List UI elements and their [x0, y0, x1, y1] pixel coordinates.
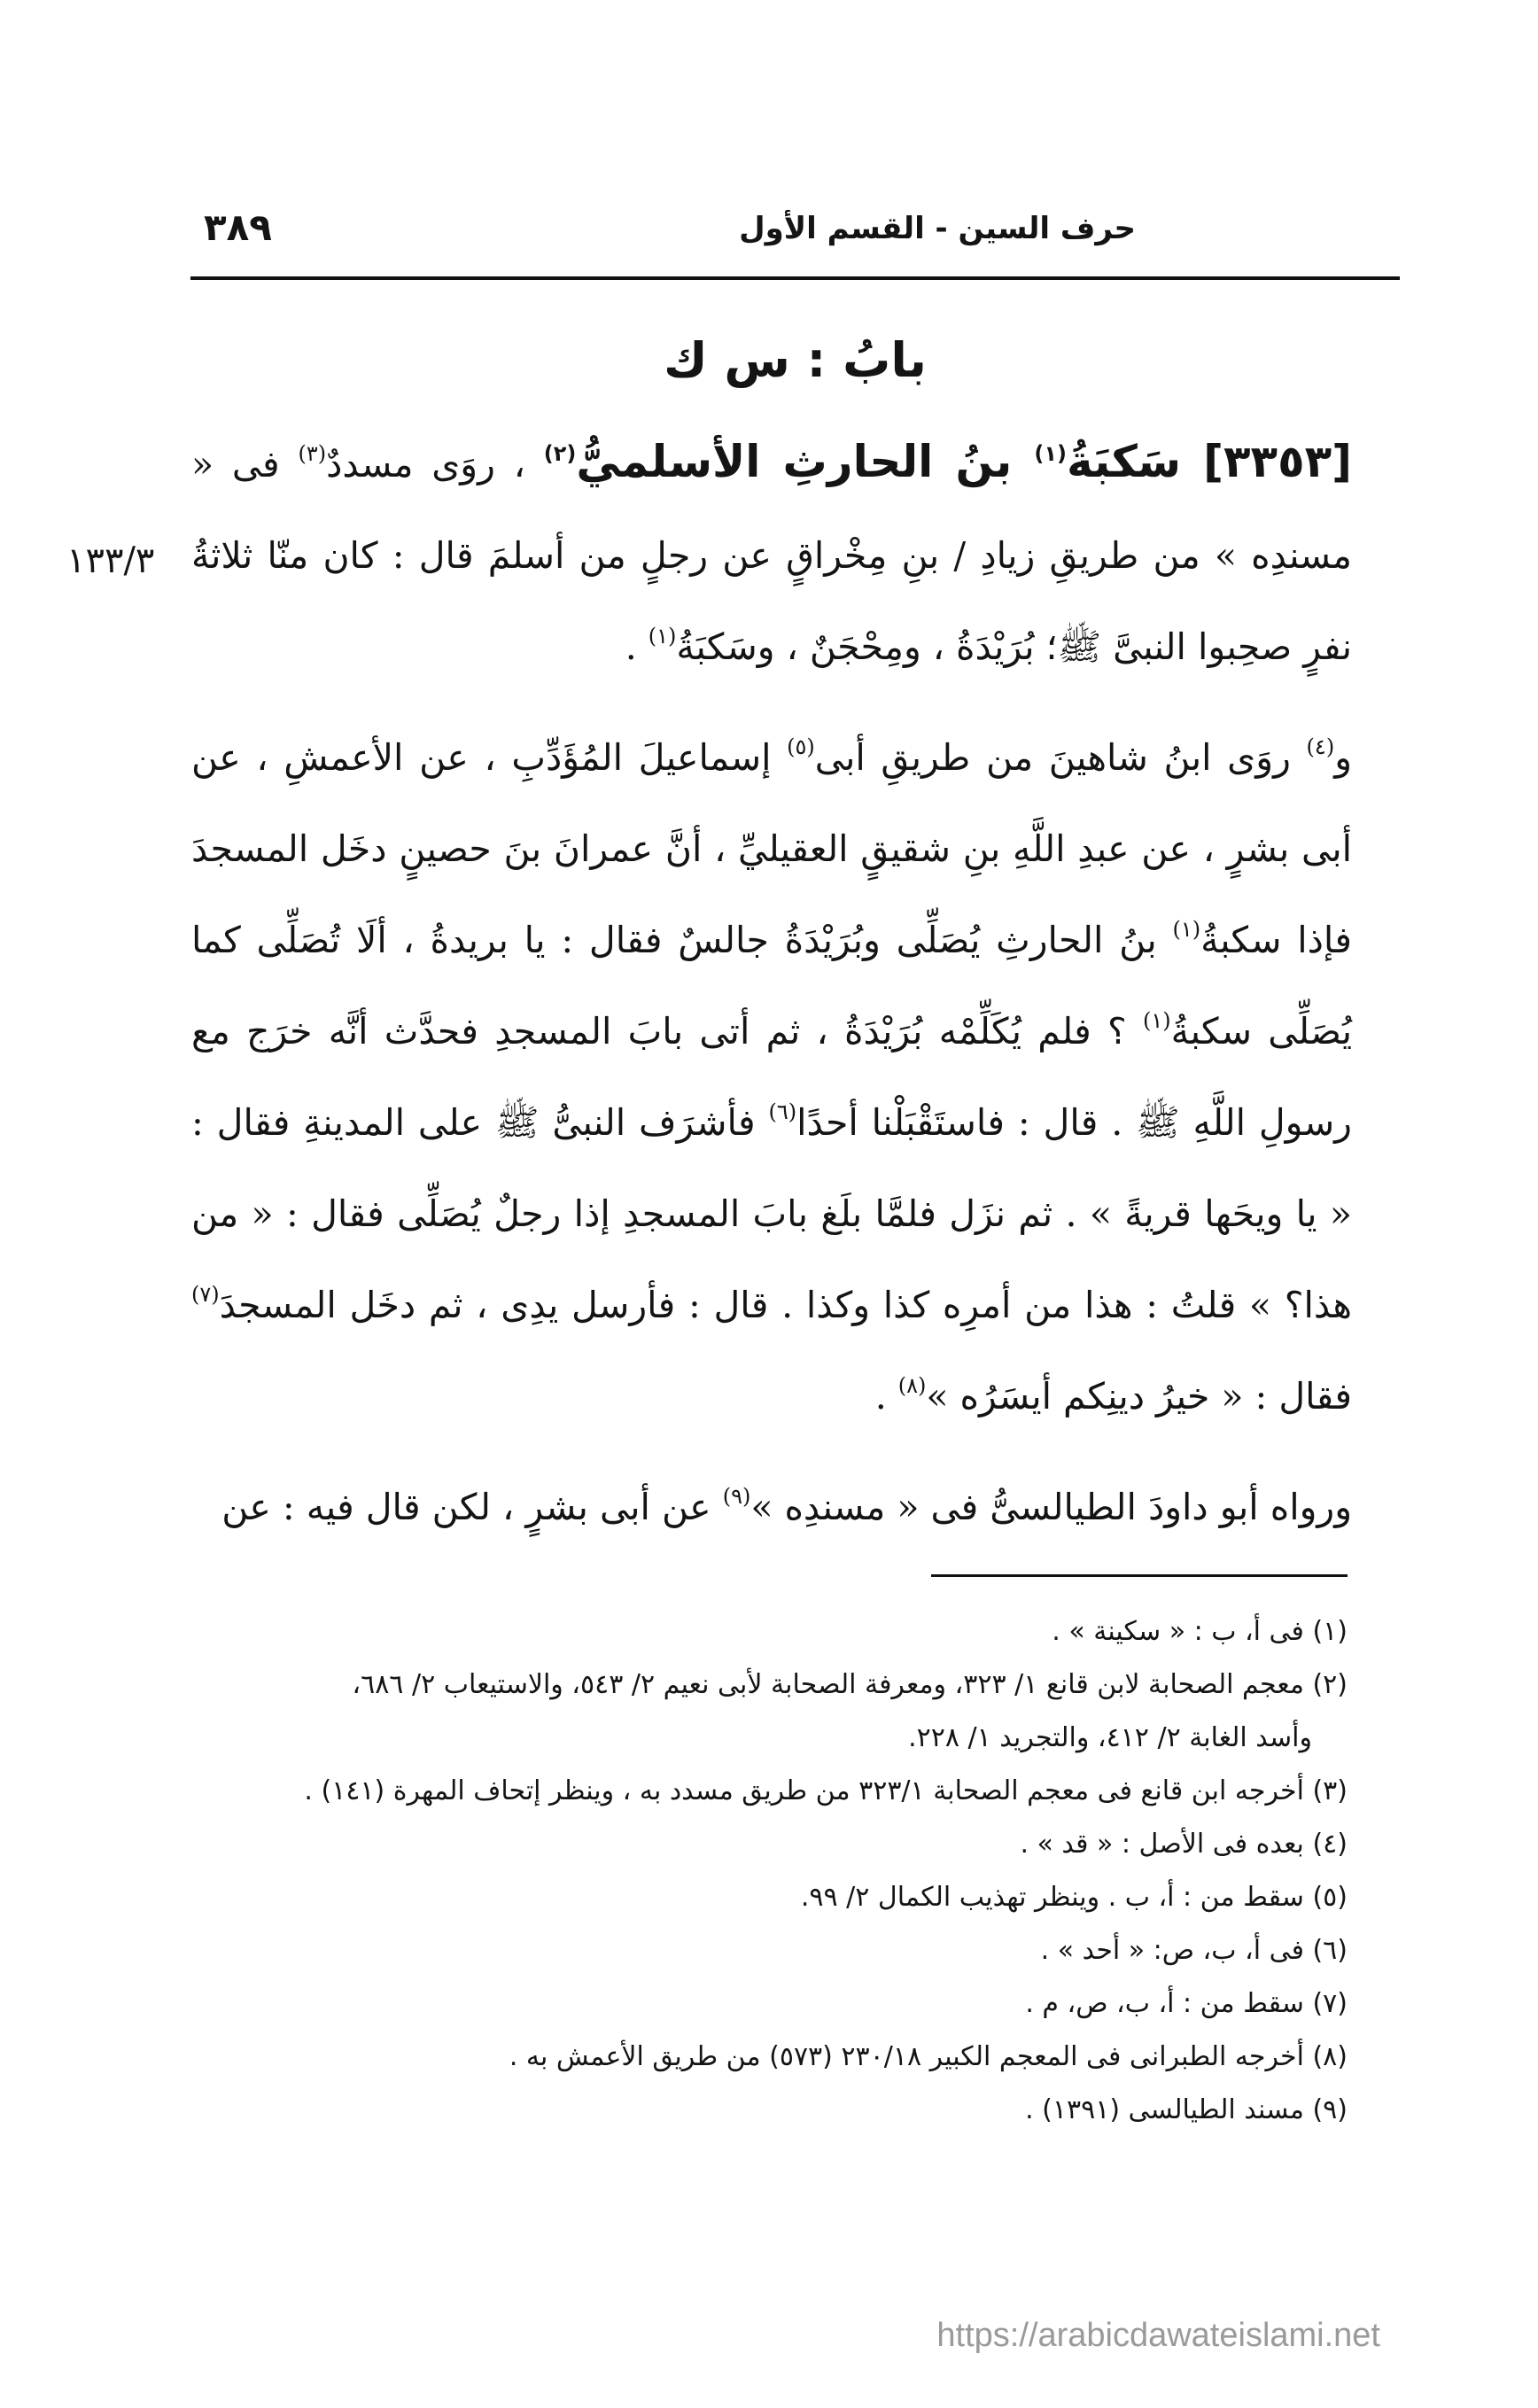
footnote-2-continued: وأسد الغابة ٢/ ٤١٢، والتجريد ١/ ٢٢٨.	[908, 1722, 1312, 1753]
note-ref-7: (٧)	[191, 1282, 220, 1307]
note-ref-8: (٨)	[897, 1373, 927, 1398]
entry-title	[544, 436, 1352, 487]
note-ref-3: (٣)	[298, 441, 327, 466]
note-ref-5: (٥)	[787, 734, 815, 759]
paragraph-2-end: .	[874, 1375, 898, 1418]
note-ref-6: (٦)	[768, 1099, 797, 1124]
watermark-url: https://arabicdawateislami.net	[936, 2317, 1380, 2354]
paragraph-2-text-d: بنُ الحارثِ يُصَلِّى وبُرَيْدَةُ جالسٌ فقال : يا بريدةُ ، ألَا تُصَلِّى كما يُصَلِّى سكبةُ	[191, 919, 1352, 1053]
footnote-8: (٨) أخرجه الطبرانى فى المعجم الكبير ٢٣٠/١٨ (٥٧٣) من طريق الأعمش به .	[509, 2041, 1348, 2072]
paragraph-2	[191, 712, 1352, 1442]
header-rule	[190, 276, 1400, 280]
page-number: ٣٨٩	[204, 206, 272, 249]
note-ref-9: (٩)	[722, 1484, 751, 1509]
paragraph-2-text-b: روَى ابنُ شاهينَ من طريقِ أبى	[814, 736, 1291, 779]
footnote-7: (٧) سقط من : أ، ب، ص، م .	[1025, 1988, 1348, 2019]
paragraph-3-text-a: ورواه أبو داودَ الطيالسىُّ فى « مسندِه »	[750, 1486, 1352, 1528]
chapter-heading: بابُ : س ك	[664, 332, 927, 388]
note-ref-1d: (١)	[1143, 1008, 1171, 1033]
paragraph-1	[191, 416, 1352, 693]
paragraph-2-text-a: و	[1334, 736, 1352, 779]
paragraph-3	[191, 1462, 1352, 1553]
note-ref-2: (٢)	[543, 441, 577, 466]
paragraph-3-text-b: عن أبى بشرٍ ، لكن قال فيه : عن	[221, 1486, 711, 1528]
footnotes	[178, 1605, 1348, 2137]
paragraph-1-text-b: فى « مسندِه » من طريقِ زيادِ / بنِ مِخْراقٍ عن رجلٍ من أسلمَ قال : كان منّا ثلاثةُ نفرٍ صحِبوا النبىَّ ﷺ؛ بُرَيْدَةُ ، ومِحْجَنٌ ، وسَكبَةُ	[191, 443, 1352, 668]
footnote-6: (٦) فى أ، ب، ص: « أحد » .	[1040, 1935, 1348, 1966]
entry-title-text: [٣٣٥٣] سَكبَةُ	[1067, 436, 1352, 487]
footnote-5: (٥) سقط من : أ، ب . وينظر تهذيب الكمال ٢/ ٩٩.	[800, 1882, 1348, 1913]
note-ref-1b: (١)	[648, 624, 677, 649]
running-title: حرف السين - القسم الأول	[739, 211, 1136, 246]
running-head	[190, 206, 1400, 264]
footnote-9: (٩) مسند الطيالسى (١٣٩١) .	[1025, 2094, 1348, 2125]
entry-name-rest: بنُ الحارثِ الأسلميُّ	[576, 436, 1013, 487]
paragraph-2-text-f: فأشرَف النبىُّ ﷺ على المدينةِ فقال : « يا ويحَها قريةً » . ثم نزَل فلمَّا بلَغ بابَ المسجدِ إذا رجلٌ يُصَلِّى فقال : « من هذا؟ » قلتُ : هذا من أمرِه كذا وكذا . قال : فأرسل يدِى ، ثم دخَل المسجدَ	[191, 1101, 1352, 1326]
paragraph-2-text-c: إسماعيلَ المُؤَدِّبِ ، عن الأعمشِ ، عن أبى بشرٍ ، عن عبدِ اللَّهِ بنِ شقيقٍ العقيليِّ ، أنَّ عمرانَ بنَ حصينٍ دخَل المسجدَ فإذا سكبةُ	[191, 736, 1352, 961]
main-text	[191, 416, 1352, 1553]
note-ref-4: (٤)	[1306, 734, 1335, 759]
footnote-4: (٤) بعده فى الأصل : « قد » .	[1020, 1829, 1348, 1860]
paragraph-2-text-e: ؟ فلم يُكَلِّمْه بُرَيْدَةُ ، ثم أتى بابَ المسجدِ فحدَّث أنَّه خرَج مع رسولِ اللَّهِ ﷺ . قال : فاستَقْبَلْنا أحدًا	[191, 1010, 1352, 1144]
margin-reference: ١٣٣/٣	[66, 540, 155, 581]
paragraph-1-text-a: ، روَى مسددٌ	[326, 443, 525, 485]
paragraph-1-end: .	[625, 625, 649, 668]
footnote-2: (٢) معجم الصحابة لابن قانع ١/ ٣٢٣، ومعرفة الصحابة لأبى نعيم ٢/ ٥٤٣، والاستيعاب ٢/ ٦٨٦،	[352, 1669, 1348, 1700]
note-ref-1: (١)	[1034, 441, 1068, 466]
footnote-rule	[931, 1574, 1348, 1577]
footnote-1: (١) فى أ، ب : « سكينة » .	[1052, 1616, 1348, 1647]
footnote-3: (٣) أخرجه ابن قانع فى معجم الصحابة ٣٢٣/١ من طريق مسدد به ، وينظر إتحاف المهرة (١٤١) .	[304, 1775, 1348, 1806]
paragraph-2-text-g: فقال : « خيرُ دينِكم أيسَرُه »	[926, 1375, 1352, 1418]
note-ref-1c: (١)	[1172, 917, 1201, 942]
